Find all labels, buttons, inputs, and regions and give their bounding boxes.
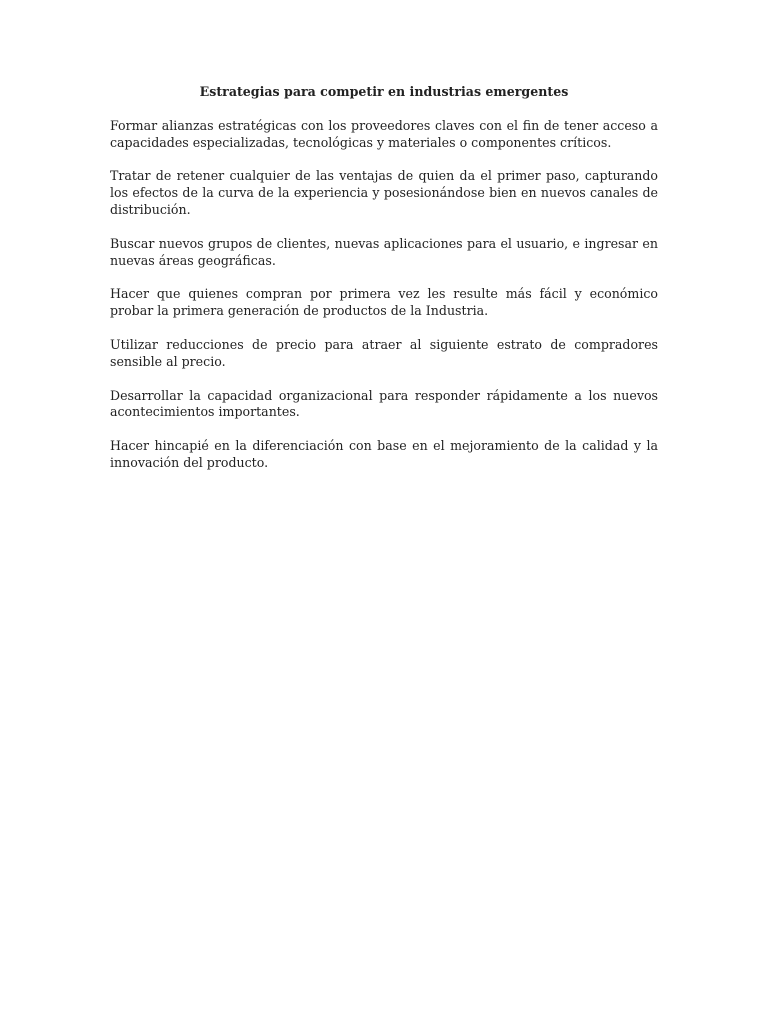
document-title: Estrategias para competir en industrias emergentes	[199, 84, 569, 99]
paragraph-diferenciacion: Hacer hincapié en la diferenciación con base en el mejoramiento de la calidad y la innovación del producto.	[110, 438, 658, 470]
paragraph-primera-compra: Hacer que quienes compran por primera vez les resulte más fácil y económico probar la primera generación de productos de la Industria.	[110, 286, 658, 319]
paragraph-ventajas: Tratar de retener cualquier de las ventajas de quien da el primer paso, capturando los efectos de la curva de la experiencia y posesionándose bien en nuevos canales de distribución.	[110, 168, 658, 217]
paragraph-alianzas: Formar alianzas estratégicas con los proveedores claves con el fin de tener acceso a capacidades especializadas, tecnológicas y materiales o componentes críticos.	[110, 117, 658, 150]
document-body	[110, 84, 658, 489]
paragraph-reducciones-precio: Utilizar reducciones de precio para atraer al siguiente estrato de compradores sensible al precio.	[110, 336, 658, 369]
paragraph-capacidad-organizacional: Desarrollar la capacidad organizacional para responder rápidamente a los nuevos acontecimientos importantes.	[110, 387, 658, 420]
paragraph-clientes: Buscar nuevos grupos de clientes, nuevas aplicaciones para el usuario, e ingresar en nuevas áreas geográficas.	[110, 235, 658, 268]
